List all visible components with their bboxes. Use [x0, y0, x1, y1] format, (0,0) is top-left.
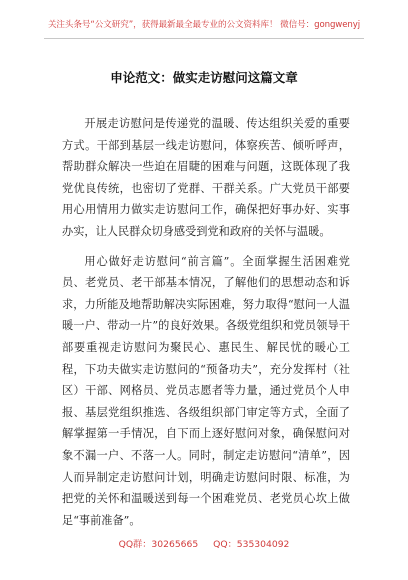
footer-qq: QQ：535304092 — [213, 539, 290, 550]
header-divider — [44, 38, 364, 39]
paragraph: 开展走访慰问是传递党的温暖、传达组织关爱的重要方式。干部到基层一线走访慰问，体察疾苦、倾听呼声，帮助群众解决一些迫在眉睫的困难与问题，这既体现了我党优良传统，也密切了党群、干群关系。广大党员干部要用心用情用力做实走访慰问工作，确保把好事办好、实事办实，让人民群众切身感受到党和政府的关怀与温暖。 — [62, 117, 350, 238]
article-body — [62, 113, 350, 539]
footer — [0, 536, 408, 550]
header-note: 关注头条号“公文研究”，获得最新最全最专业的公文资料库！ 微信号：gongwenyj — [47, 20, 361, 30]
paragraph: 用心做好走访慰问“前言篇”。全面掌握生活困难党员、老党员、老干部基本情况，了解他们的思想动态和诉求，力所能及地帮助解决实际困难，努力取得“慰问一人温暖一户、带动一片”的良好效果。各级党组织和党员领导干部要重视走访慰问为聚民心、惠民生、解民忧的暖心工程，下功夫做实走访慰问的“预备功夫”，充分发挥村（社区）干部、网格员、党员志愿者等力量，通过党员个人申报、基层党组织推选、各级组织部门审定等方式，全面了解掌握第一手情况，自下而上逐好慰问对象，确保慰问对象不漏一户、不落一人。同时，制定走访慰问“清单”，因人而异制定走访慰问计划，明确走访慰问时限、标准，为把党的关怀和温暖送到每一个困难党员、老党员心坎上做足“事前准备”。 — [62, 254, 350, 527]
page-title: 申论范文：做实走访慰问这篇文章 — [110, 70, 298, 85]
footer-qq-group: QQ群：30265665 — [118, 539, 199, 550]
